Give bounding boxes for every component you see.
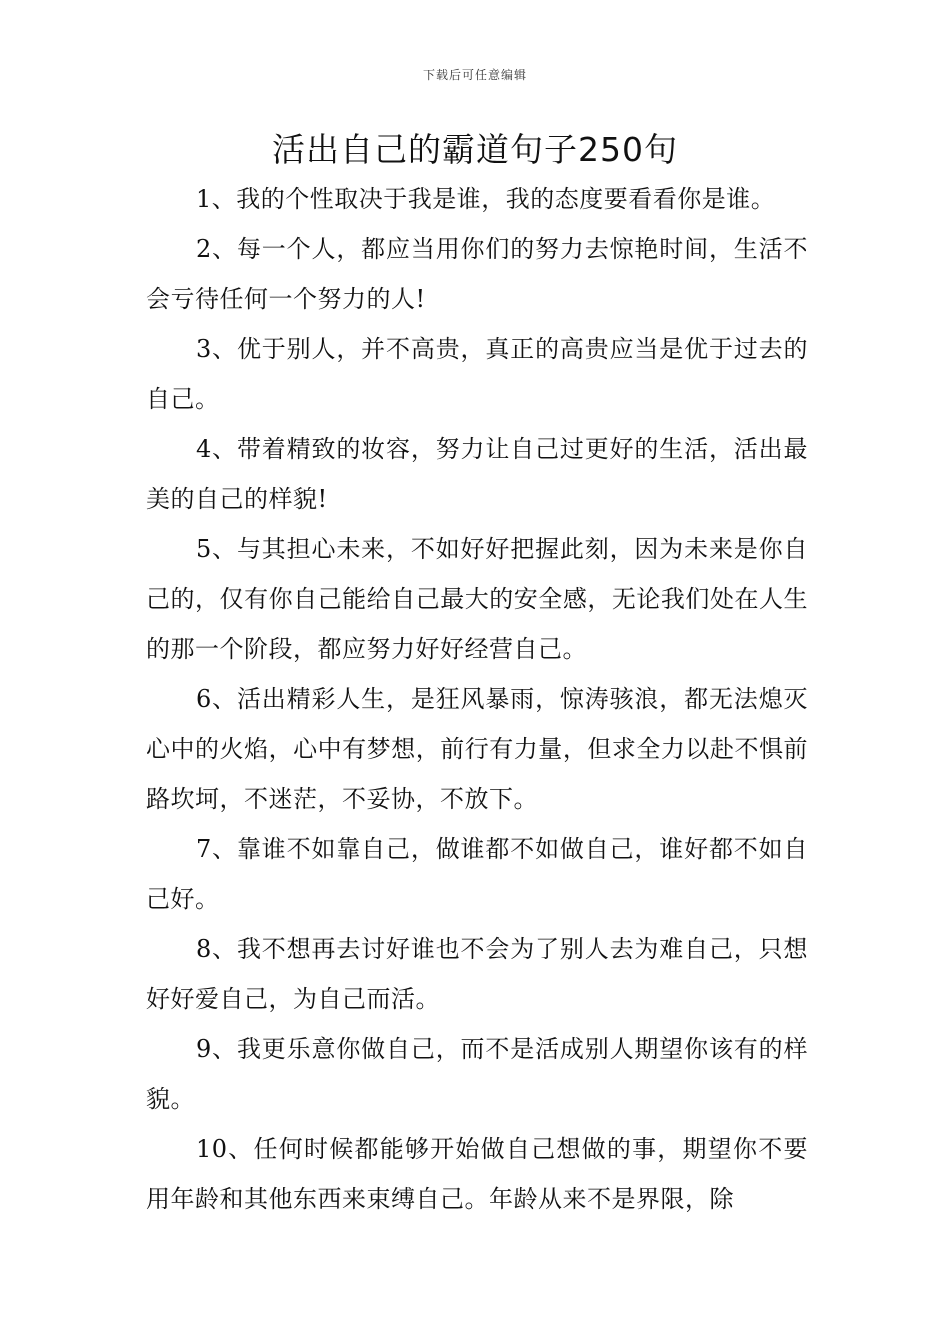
paragraph: 10、任何时候都能够开始做自己想做的事，期望你不要用年龄和其他东西来束缚自己。年龄从来不是界限，除 [146,1135,808,1213]
paragraph: 7、靠谁不如靠自己，做谁都不如做自己，谁好都不如自己好。 [146,835,808,913]
document-body [146,174,808,1224]
paragraph: 4、带着精致的妆容，努力让自己过更好的生活，活出最美的自己的样貌! [146,435,808,513]
paragraph: 2、每一个人，都应当用你们的努力去惊艳时间，生活不会亏待任何一个努力的人! [146,235,808,313]
paragraph: 3、优于别人，并不高贵，真正的高贵应当是优于过去的自己。 [146,335,808,413]
document-title: 活出自己的霸道句子250句 [272,130,678,169]
paragraph: 5、与其担心未来，不如好好把握此刻，因为未来是你自己的，仅有你自己能给自己最大的安全感，无论我们处在人生的那一个阶段，都应努力好好经营自己。 [146,535,808,663]
header-note: 下载后可任意编辑 [422,68,527,82]
paragraph: 9、我更乐意你做自己，而不是活成别人期望你该有的样貌。 [146,1035,808,1113]
paragraph: 1、我的个性取决于我是谁，我的态度要看看你是谁。 [196,185,776,213]
paragraph: 8、我不想再去讨好谁也不会为了别人去为难自己，只想好好爱自己，为自己而活。 [146,935,808,1013]
paragraph: 6、活出精彩人生，是狂风暴雨，惊涛骇浪，都无法熄灭心中的火焰，心中有梦想，前行有力量，但求全力以赴不惧前路坎坷，不迷茫，不妥协，不放下。 [146,685,808,813]
